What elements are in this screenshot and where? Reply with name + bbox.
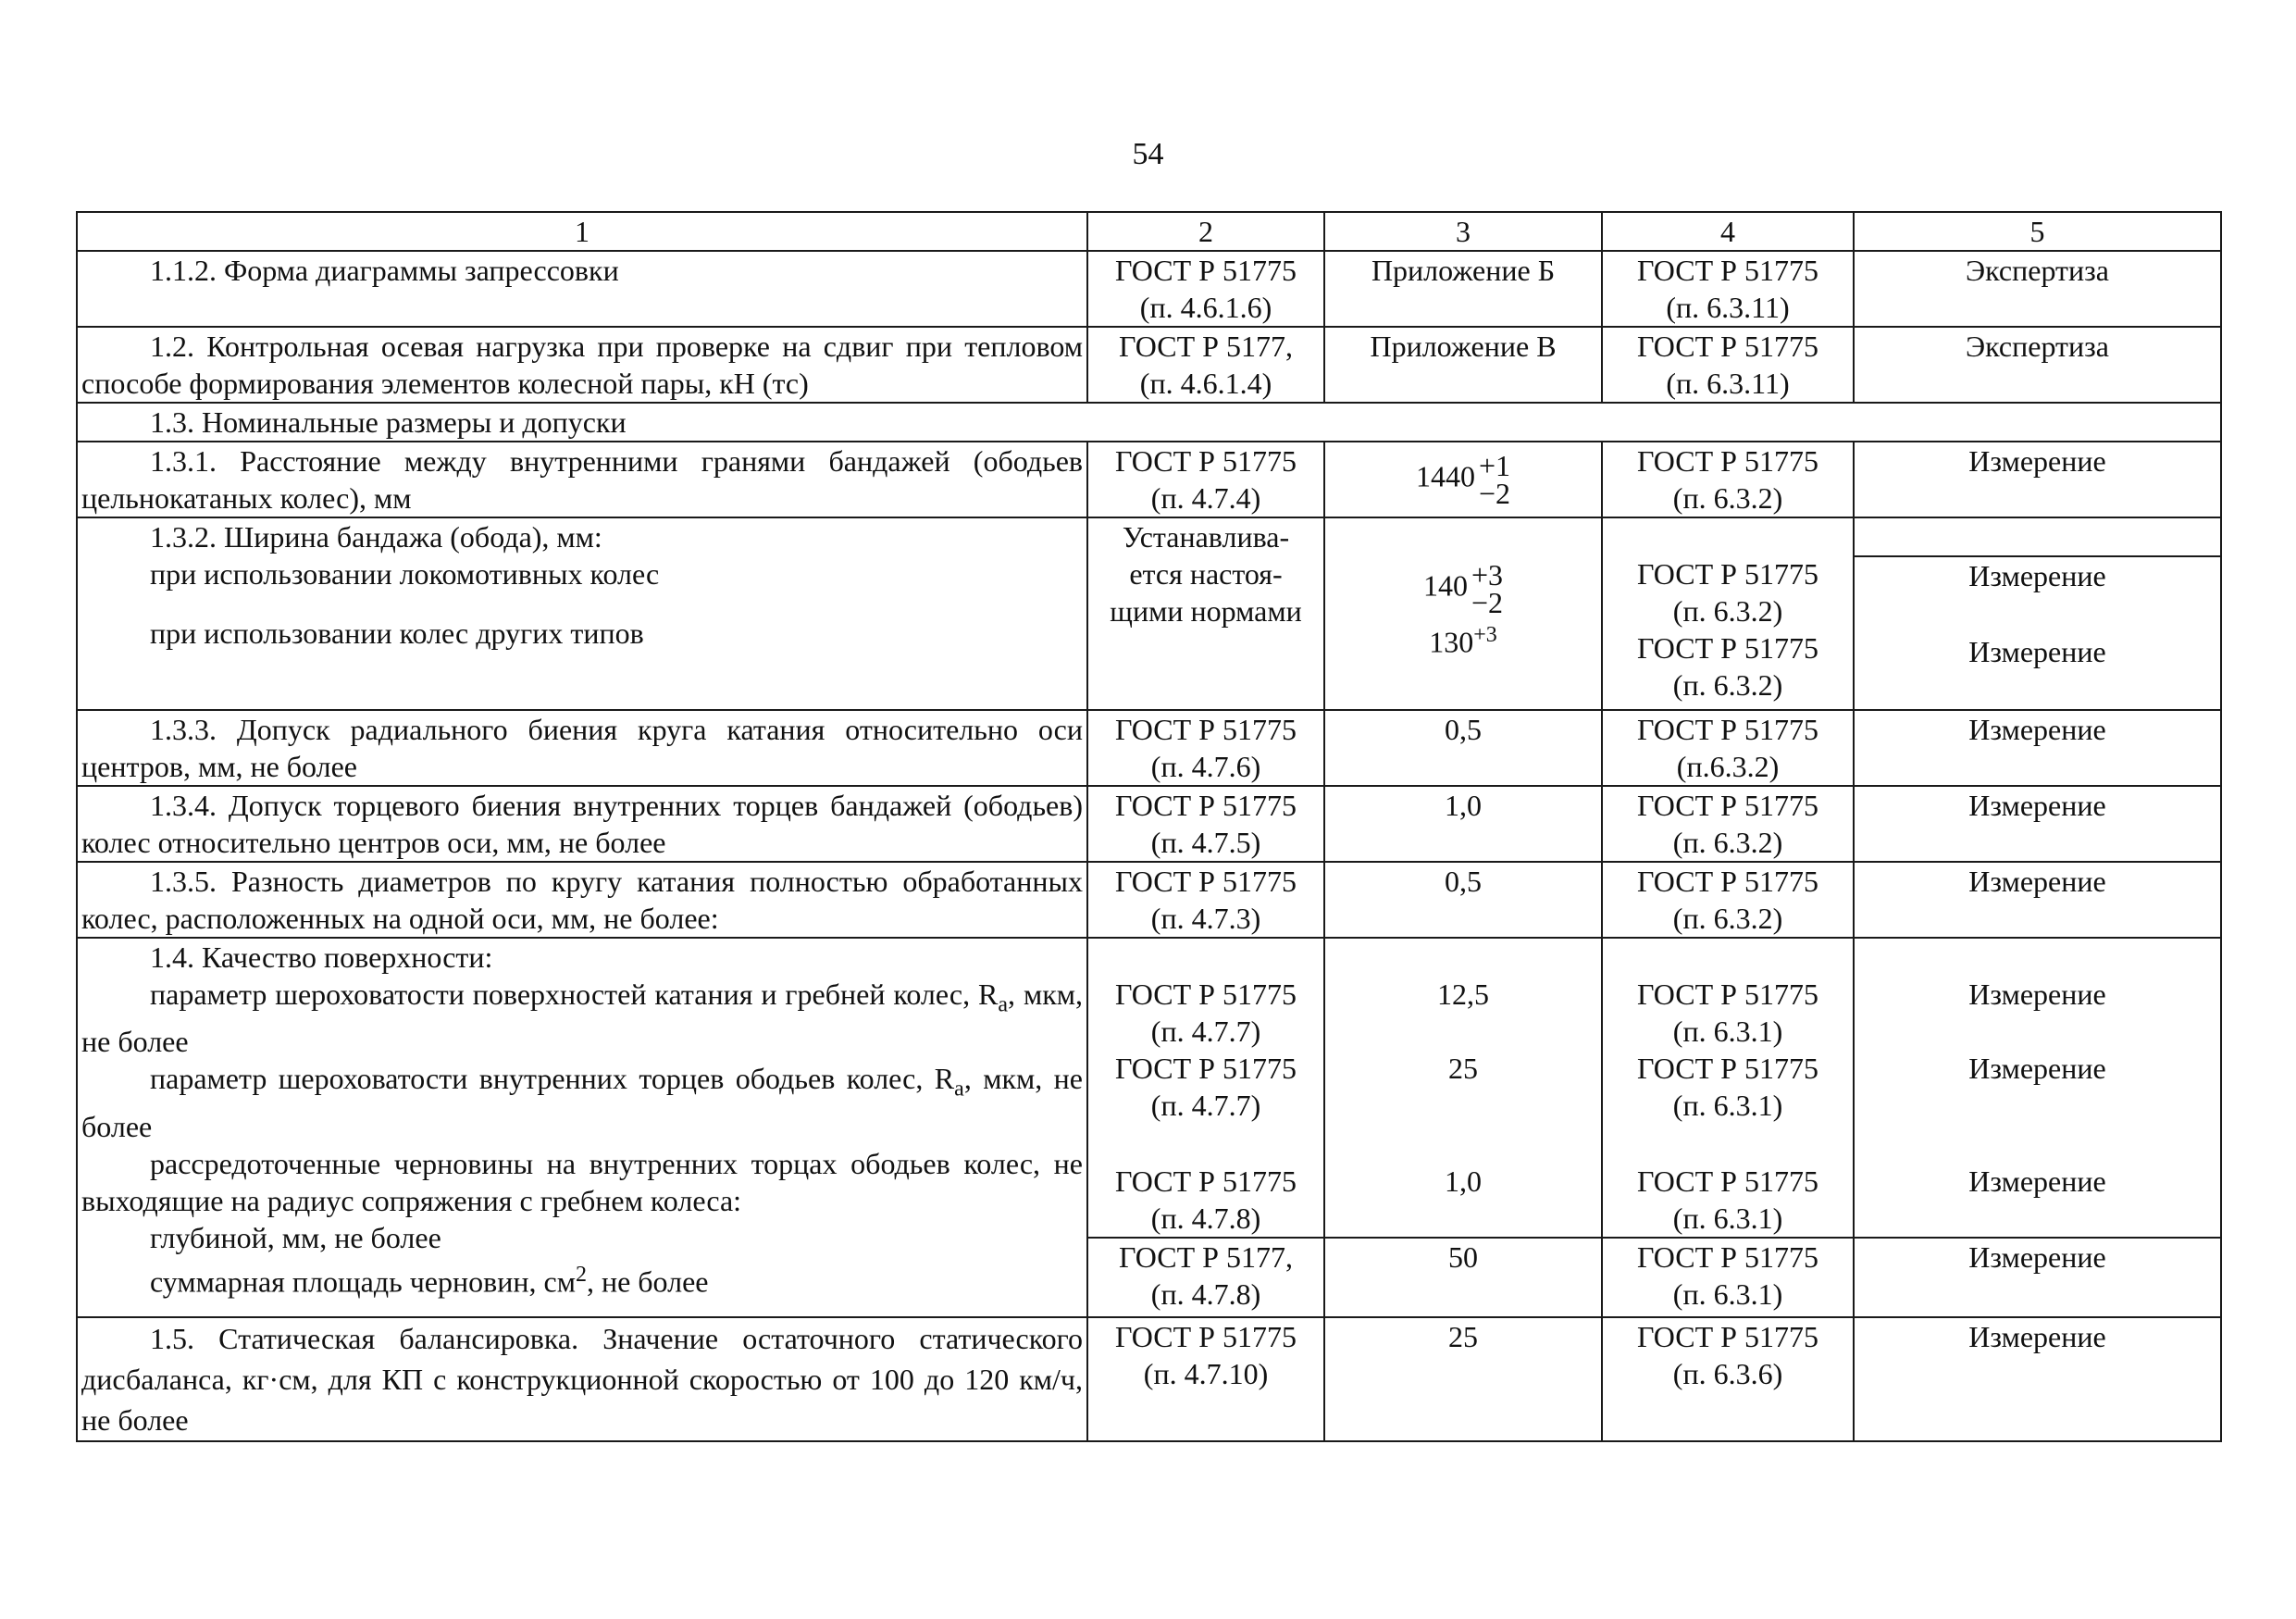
width-other: $130^{+3}$ bbox=[1429, 623, 1497, 659]
value-cell: 0,5 bbox=[1324, 710, 1602, 786]
header-cell: 5 bbox=[1854, 212, 2221, 251]
check-cell: Измерение Измерение bbox=[1854, 517, 2221, 710]
check-cell: Экспертиза bbox=[1854, 251, 2221, 327]
check-cell: Измерение bbox=[1854, 862, 2221, 938]
requirement-cell: 1.3.3. Допуск радиального биения круга катания относительно оси центров, мм, не более bbox=[77, 710, 1087, 786]
requirement-cell: 1.3.2. Ширина бандажа (обода), мм: при использовании локомотивных колес при использовании колес других типов bbox=[77, 517, 1087, 710]
check-cell: Измерение bbox=[1854, 1317, 2221, 1441]
table-row bbox=[77, 251, 2221, 327]
table-row bbox=[77, 710, 2221, 786]
value-cell: 25 bbox=[1324, 1317, 1602, 1441]
requirement-cell: 1.4. Качество поверхности: параметр шероховатости поверхностей катания и гребней колес, $R_a$, мкм, не более параметр шероховатости внутренних торцев ободьев колес, $R_a$, мкм, не более рассредоточенные черновины на внутренних торцах ободьев колес, не выходящие на радиус сопряжения с гребнем колеса: глубиной, мм, не более суммарная площадь черновин, $см^2$, не более bbox=[77, 938, 1087, 1317]
header-cell: 2 bbox=[1087, 212, 1324, 251]
check-cell: Измерение bbox=[1854, 786, 2221, 862]
width-locomotive: 140 +3 −2 bbox=[1422, 558, 1504, 619]
method-cell: ГОСТ Р 51775 (п. 6.3.2) bbox=[1602, 442, 1854, 517]
nominal-value: 1440 bbox=[1415, 459, 1475, 493]
method-cell: ГОСТ Р 51775 (п. 6.3.11) bbox=[1602, 251, 1854, 327]
standard-cell: ГОСТ Р 51775 (п. 4.7.4) bbox=[1087, 442, 1324, 517]
method-cell: ГОСТ Р 51775 (п. 6.3.6) bbox=[1602, 1317, 1854, 1441]
requirement-cell: 1.5. Статическая балансировка. Значение остаточного статического дисбаланса, кг·см, для КП с конструкционной скоростью от 100 до 120 км/ч, не более bbox=[77, 1317, 1087, 1441]
value-cell bbox=[1324, 442, 1602, 517]
value-cell: 12,5 25 1,0 50 bbox=[1324, 938, 1602, 1317]
requirements-table bbox=[76, 211, 2222, 1442]
header-cell: 1 bbox=[77, 212, 1087, 251]
requirement-cell: 1.3.1. Расстояние между внутренними гранями бандажей (ободьев цельнокатаных колес), мм bbox=[77, 442, 1087, 517]
value-cell: Приложение Б bbox=[1324, 251, 1602, 327]
check-cell: Измерение bbox=[1854, 710, 2221, 786]
standard-cell: ГОСТ Р 51775 (п. 4.7.3) bbox=[1087, 862, 1324, 938]
method-cell: ГОСТ Р 51775 (п.6.3.2) bbox=[1602, 710, 1854, 786]
requirement-cell: 1.1.2. Форма диаграммы запрессовки bbox=[77, 251, 1087, 327]
check-cell: Измерение bbox=[1854, 442, 2221, 517]
requirement-cell: 1.3.5. Разность диаметров по кругу катания полностью обработанных колес, расположенных на одной оси, мм, не более: bbox=[77, 862, 1087, 938]
value-cell: 1,0 bbox=[1324, 786, 1602, 862]
table-header-row bbox=[77, 212, 2221, 251]
value-cell: 0,5 bbox=[1324, 862, 1602, 938]
method-cell: ГОСТ Р 51775 (п. 6.3.2) bbox=[1602, 862, 1854, 938]
table-row bbox=[77, 1317, 2221, 1441]
standard-cell: ГОСТ Р 51775 (п. 4.7.5) bbox=[1087, 786, 1324, 862]
standard-cell: ГОСТ Р 51775 (п. 4.7.7) ГОСТ Р 51775 (п. 4.7.7) ГОСТ Р 51775 (п. 4.7.8) ГОСТ Р 5177, (п. 4.7.8) bbox=[1087, 938, 1324, 1317]
method-cell: ГОСТ Р 51775 (п. 6.3.2) bbox=[1602, 786, 1854, 862]
requirement-cell: 1.3.4. Допуск торцевого биения внутренних торцев бандажей (ободьев) колес относительно центров оси, мм, не более bbox=[77, 786, 1087, 862]
standard-cell: Устанавлива- ется настоя- щими нормами bbox=[1087, 517, 1324, 710]
value-cell bbox=[1324, 517, 1602, 710]
requirement-cell: 1.2. Контрольная осевая нагрузка при проверке на сдвиг при тепловом способе формирования элементов колесной пары, кН (тс) bbox=[77, 327, 1087, 403]
table-row bbox=[77, 517, 2221, 710]
table-row bbox=[77, 938, 2221, 1317]
table-row bbox=[77, 327, 2221, 403]
check-cell: Экспертиза bbox=[1854, 327, 2221, 403]
header-cell: 4 bbox=[1602, 212, 1854, 251]
standard-cell: ГОСТ Р 51775 (п. 4.7.10) bbox=[1087, 1317, 1324, 1441]
method-cell: ГОСТ Р 51775 (п. 6.3.2) ГОСТ Р 51775 (п. 6.3.2) bbox=[1602, 517, 1854, 710]
method-cell: ГОСТ Р 51775 (п. 6.3.1) ГОСТ Р 51775 (п. 6.3.1) ГОСТ Р 51775 (п. 6.3.1) ГОСТ Р 51775 (п. 6.3.1) bbox=[1602, 938, 1854, 1317]
section-title: 1.3. Номинальные размеры и допуски bbox=[77, 403, 2221, 442]
tolerance: +1 −2 bbox=[1478, 449, 1511, 510]
table-row bbox=[77, 786, 2221, 862]
value-cell: Приложение В bbox=[1324, 327, 1602, 403]
table-row bbox=[77, 862, 2221, 938]
check-cell: Измерение Измерение Измерение Измерение bbox=[1854, 938, 2221, 1317]
standard-cell: ГОСТ Р 5177, (п. 4.6.1.4) bbox=[1087, 327, 1324, 403]
table-row bbox=[77, 442, 2221, 517]
section-row bbox=[77, 403, 2221, 442]
standard-cell: ГОСТ Р 51775 (п. 4.7.6) bbox=[1087, 710, 1324, 786]
page-number: 54 bbox=[1132, 137, 1164, 171]
header-cell: 3 bbox=[1324, 212, 1602, 251]
standard-cell: ГОСТ Р 51775 (п. 4.6.1.6) bbox=[1087, 251, 1324, 327]
method-cell: ГОСТ Р 51775 (п. 6.3.11) bbox=[1602, 327, 1854, 403]
